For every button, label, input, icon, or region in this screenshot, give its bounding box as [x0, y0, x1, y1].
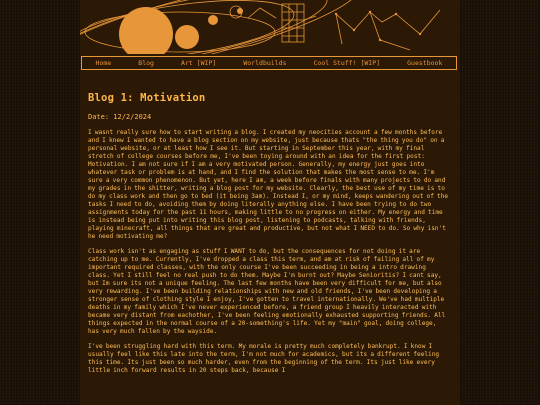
header-banner-art	[80, 0, 460, 54]
nav-link-art[interactable]: Art [WIP]	[181, 59, 217, 67]
nav-link-blog[interactable]: Blog	[138, 59, 154, 67]
post-date: Date: 12/2/2024	[88, 113, 152, 121]
nav-link-home[interactable]: Home	[95, 59, 112, 67]
post-title: Blog 1: Motivation	[88, 92, 206, 104]
nav-link-cool-stuff[interactable]: Cool Stuff! [WIP]	[313, 59, 381, 67]
post-body	[88, 129, 450, 375]
post-paragraph: I've been struggling hard with this term. My morale is pretty much completely bankrupt. I know I usually feel like this late into the term, I'm not much for academics, but its a different feeling this time. Its just been so much harder, even from the beginning of the term. Its just like every little inch forward results in 20 steps back, because I	[88, 343, 440, 374]
post-paragraph: I wasnt really sure how to start writing a blog. I created my neocities account a few months before and I knew I wanted to have a blog section on my website, just because thats "the thing you do" on a personal website, or at least how I see it. But starting in September this year, with my final stretch of college courses before me, I've been toying around with an idea for the first post: Motivation. I am not sure if I am a very motivated person. Generally, my energy just goes into whatever task or problem is at hand, and I find the solution that makes the most sense to me. I'm sure a very common phenomenon. But yet, here I am, a week before finals with many projects to do and my grades in the shitter, writing a blog post for my website. Clearly, the best use of my time is to do my class work and then go to bed (it being 3am). Instead I, or my mind, keeps wandering out of the tasks I need to do, avoiding them by doing literally anything else. I have been trying to do two assignments today for the past 11 hours, making little to no progress on either. My energy and time is instead being put into writing this blog post, listening to podcasts, talking with friends, playing minecraft, all things that are great and productive, but not what I NEED to do. So why isn't he need motivating me?	[88, 129, 449, 240]
solar-system-illustration	[80, 0, 460, 54]
nav-link-worldbuilds[interactable]: Worldbuilds	[243, 59, 287, 67]
blog-post	[88, 92, 450, 382]
page-container	[80, 0, 460, 405]
post-paragraph: Class work isn't as engaging as stuff I WANT to do, but the consequences for not doing it are catching up to me. Currently, I've dropped a class this term, and am at risk of failing all of my important required classes, with the only course I've been succeeding in being a intro drawing class. Yet I still feel no real push to do them. Maybe I'm burnt out? Maybe Senioritis? I cant say, but Im sure its not a unique feeling. The last few months have been very difficult for me, but also very rewarding. I've been building relationships with new and old friends, I've been developing a stronger sense of clothing style I enjoy, I've gotten to travel internationally. We've had multiple deaths in my family which I've never experienced before, a friend group I heavily interacted with became very distant from eachother, I've been feeling emotionally exhausted supporting friends. All things expected in the normal course of a 20-something's life. Yet my "main" goal, doing college, has very much fallen by the wayside.	[88, 248, 446, 335]
nav-link-guestbook[interactable]: Guestbook	[407, 59, 443, 67]
main-nav	[81, 56, 457, 70]
